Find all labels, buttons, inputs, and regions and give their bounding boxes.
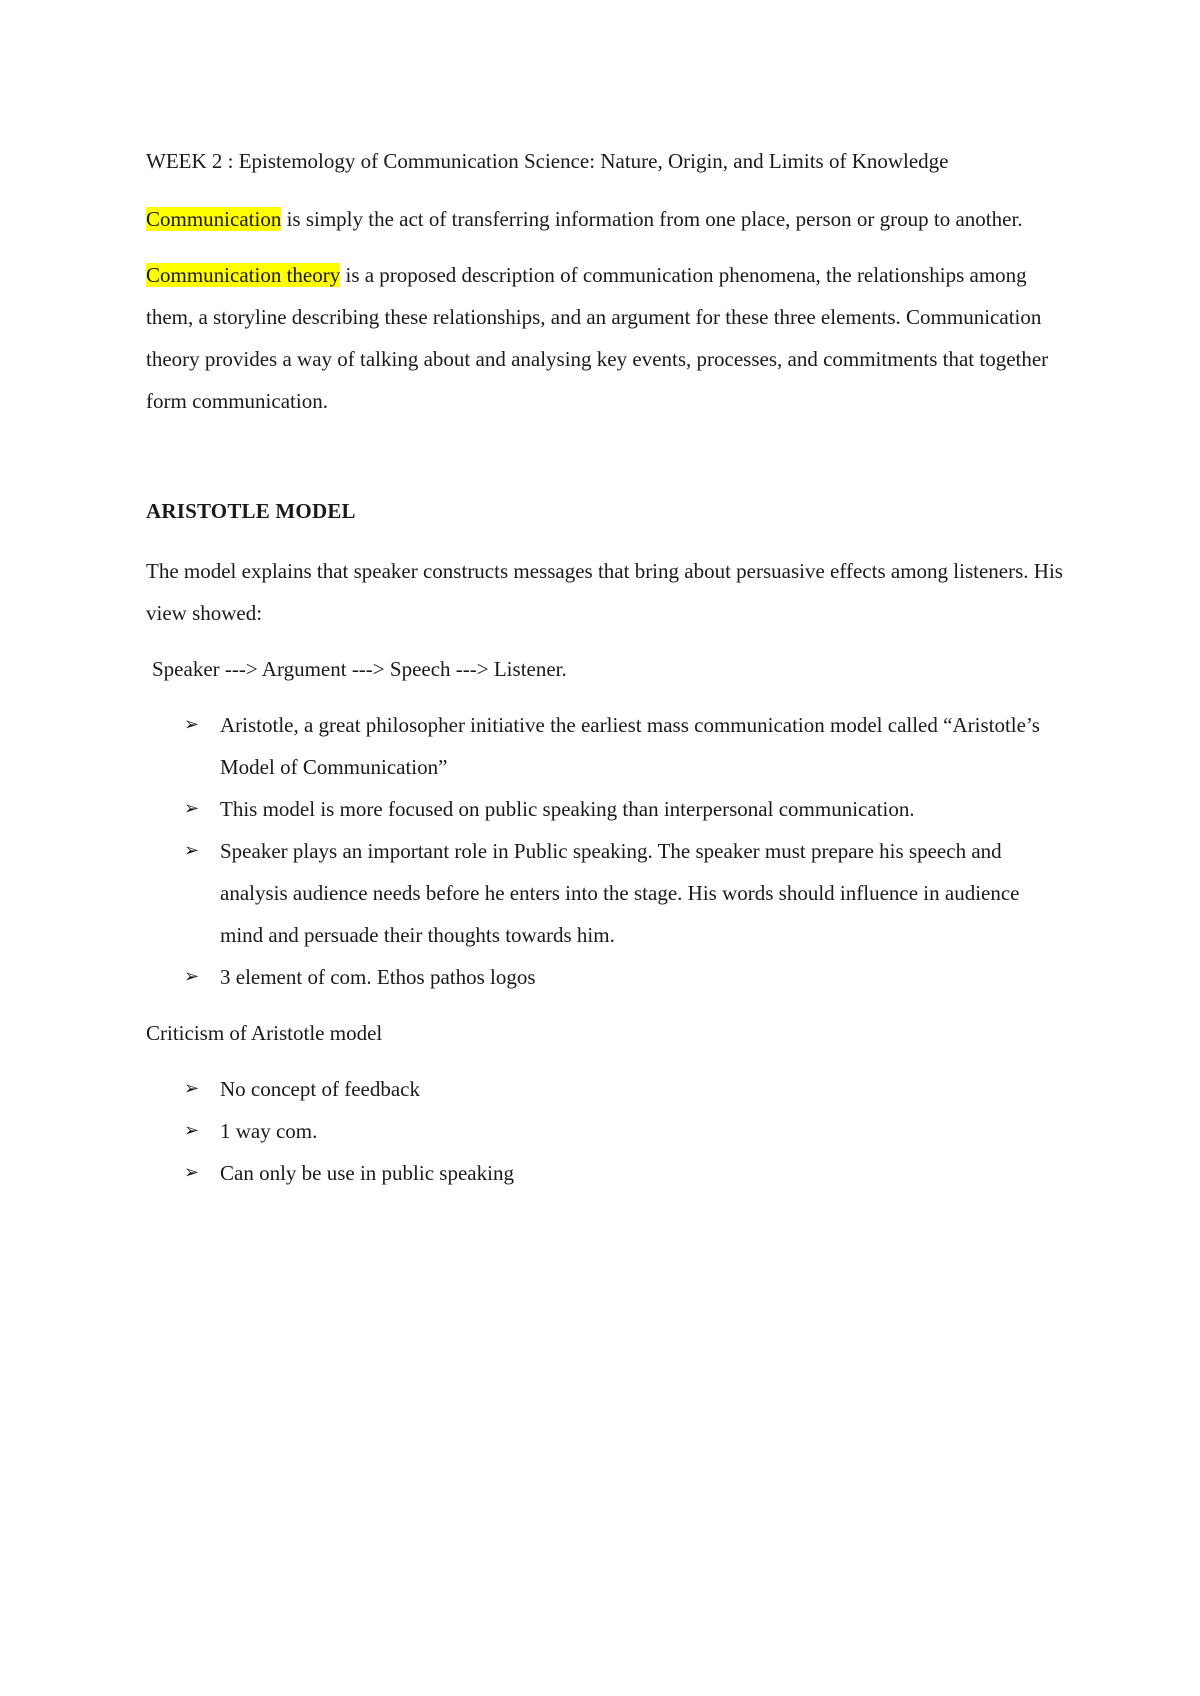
definition-communication [146, 198, 1066, 240]
model-flow: Speaker ---> Argument ---> Speech ---> Listener. [152, 657, 567, 681]
document-title: WEEK 2 : Epistemology of Communication Science: Nature, Origin, and Limits of Knowledge [146, 149, 949, 173]
list-item [146, 704, 1066, 788]
list-item-text: 3 element of com. Ethos pathos logos [220, 965, 536, 989]
list-item-text: No concept of feedback [220, 1077, 420, 1101]
list-item [146, 956, 1066, 998]
highlighted-term: Communication [146, 207, 282, 231]
arrowhead-bullet-icon: ➢ [184, 714, 200, 735]
definition-text: is simply the act of transferring information from one place, person or group to another. [281, 207, 1023, 231]
highlighted-term: Communication theory [146, 263, 341, 287]
list-item [146, 1152, 1066, 1194]
arrowhead-bullet-icon: ➢ [184, 966, 200, 987]
list-item-text: This model is more focused on public speaking than interpersonal communication. [220, 797, 915, 821]
arrowhead-bullet-icon: ➢ [184, 1120, 200, 1141]
list-item [146, 830, 1066, 956]
definition-text: is a proposed description of communication phenomena, the relationships among them, a storyline describing these relationships, and an argument for these three elements. Communication theory provides a way of talking about and analysing key events, processes, and commitments that together form communication. [146, 263, 1049, 413]
definition-communication-theory [146, 254, 1066, 422]
arrowhead-bullet-icon: ➢ [184, 1162, 200, 1183]
list-item [146, 788, 1066, 830]
criticism-title: Criticism of Aristotle model [146, 1021, 383, 1045]
document-page [146, 140, 1066, 1208]
criticism-list [146, 1068, 1066, 1194]
list-item-text: 1 way com. [220, 1119, 318, 1143]
list-item-text: Aristotle, a great philosopher initiative the earliest mass communication model called “Aristotle’s Model of Communication” [220, 713, 1040, 779]
list-item [146, 1110, 1066, 1152]
arrowhead-bullet-icon: ➢ [184, 840, 200, 861]
model-points-list [146, 704, 1066, 998]
arrowhead-bullet-icon: ➢ [184, 798, 200, 819]
list-item-text: Can only be use in public speaking [220, 1161, 514, 1185]
arrowhead-bullet-icon: ➢ [184, 1078, 200, 1099]
section-heading: ARISTOTLE MODEL [146, 499, 356, 523]
list-item [146, 1068, 1066, 1110]
section-intro: The model explains that speaker constructs messages that bring about persuasive effects among listeners. His view showed: [146, 559, 1063, 625]
list-item-text: Speaker plays an important role in Public speaking. The speaker must prepare his speech and analysis audience needs before he enters into the stage. His words should influence in audience mind and persuade their thoughts towards him. [220, 839, 1020, 947]
